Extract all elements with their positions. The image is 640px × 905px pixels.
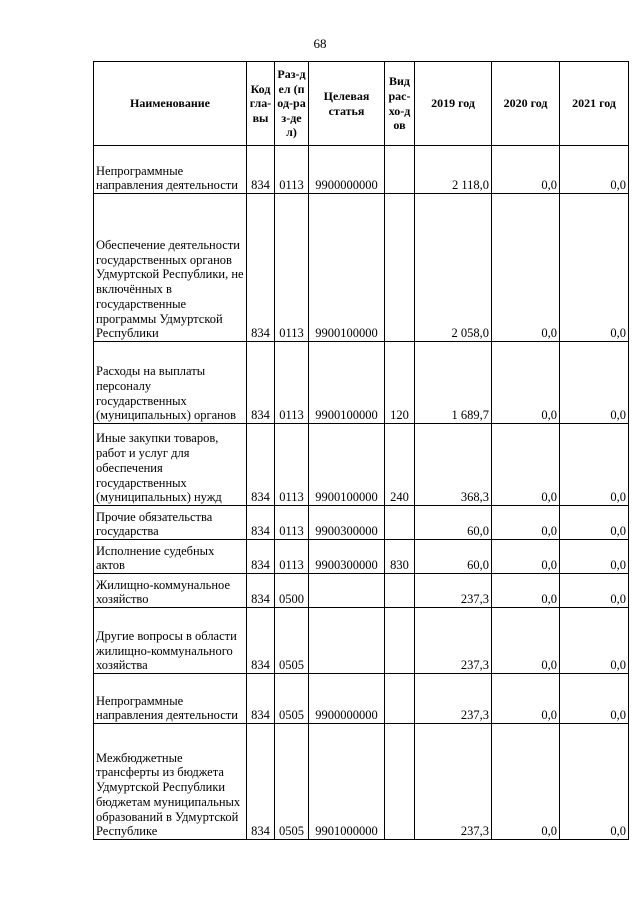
row-chapter: 834	[247, 194, 275, 342]
row-target: 9900100000	[309, 342, 385, 424]
table-row	[94, 574, 629, 608]
row-chapter: 834	[247, 424, 275, 506]
row-2021: 0,0	[560, 146, 629, 194]
table-row	[94, 146, 629, 194]
row-name: Непрограммные направления деятельности	[94, 674, 247, 724]
row-chapter: 834	[247, 674, 275, 724]
table-row	[94, 194, 629, 342]
row-target: 9900300000	[309, 540, 385, 574]
row-2021: 0,0	[560, 424, 629, 506]
row-2021: 0,0	[560, 506, 629, 540]
row-chapter: 834	[247, 540, 275, 574]
row-2020: 0,0	[492, 424, 560, 506]
row-section: 0113	[275, 194, 309, 342]
row-expense	[385, 608, 415, 674]
row-2020: 0,0	[492, 608, 560, 674]
row-2020: 0,0	[492, 574, 560, 608]
row-2019: 368,3	[415, 424, 492, 506]
page-number: 68	[313, 36, 327, 51]
table-row	[94, 674, 629, 724]
row-name: Прочие обязательства государства	[94, 506, 247, 540]
row-2021: 0,0	[560, 608, 629, 674]
row-2021: 0,0	[560, 674, 629, 724]
header-expense-type: Вид рас-хо-дов	[385, 62, 415, 146]
row-chapter: 834	[247, 342, 275, 424]
row-2020: 0,0	[492, 724, 560, 840]
row-2019: 1 689,7	[415, 342, 492, 424]
row-2019: 60,0	[415, 506, 492, 540]
row-expense: 830	[385, 540, 415, 574]
row-name: Обеспечение деятельности государственных органов Удмуртской Республики, не включённых в государственные программы Удмуртской Республики	[94, 194, 247, 342]
row-target: 9900000000	[309, 674, 385, 724]
table-row	[94, 608, 629, 674]
row-chapter: 834	[247, 608, 275, 674]
row-expense	[385, 194, 415, 342]
row-2021: 0,0	[560, 724, 629, 840]
row-2020: 0,0	[492, 342, 560, 424]
header-target-article: Целевая статья	[309, 62, 385, 146]
row-target: 9900000000	[309, 146, 385, 194]
row-section: 0505	[275, 724, 309, 840]
row-section: 0505	[275, 608, 309, 674]
row-2020: 0,0	[492, 674, 560, 724]
row-section: 0113	[275, 506, 309, 540]
table-header-row	[94, 62, 629, 146]
table-row	[94, 540, 629, 574]
row-target	[309, 608, 385, 674]
row-chapter: 834	[247, 146, 275, 194]
row-2019: 60,0	[415, 540, 492, 574]
header-year-2020: 2020 год	[492, 62, 560, 146]
budget-table	[93, 61, 629, 840]
header-name: Наименование	[94, 62, 247, 146]
row-2021: 0,0	[560, 574, 629, 608]
row-target	[309, 574, 385, 608]
row-section: 0500	[275, 574, 309, 608]
row-section: 0113	[275, 342, 309, 424]
row-section: 0505	[275, 674, 309, 724]
row-chapter: 834	[247, 724, 275, 840]
row-section: 0113	[275, 540, 309, 574]
row-2019: 2 118,0	[415, 146, 492, 194]
row-expense	[385, 574, 415, 608]
row-target: 9900300000	[309, 506, 385, 540]
row-2021: 0,0	[560, 540, 629, 574]
row-expense	[385, 674, 415, 724]
header-chapter-code: Код гла-вы	[247, 62, 275, 146]
row-2021: 0,0	[560, 194, 629, 342]
row-name: Жилищно-коммунальное хозяйство	[94, 574, 247, 608]
row-expense: 240	[385, 424, 415, 506]
table-row	[94, 724, 629, 840]
row-2019: 237,3	[415, 608, 492, 674]
row-name: Межбюджетные трансферты из бюджета Удмуртской Республики бюджетам муниципальных образований в Удмуртской Республике	[94, 724, 247, 840]
row-2019: 237,3	[415, 674, 492, 724]
row-name: Другие вопросы в области жилищно-коммунального хозяйства	[94, 608, 247, 674]
row-2019: 2 058,0	[415, 194, 492, 342]
row-section: 0113	[275, 424, 309, 506]
row-2021: 0,0	[560, 342, 629, 424]
row-2019: 237,3	[415, 574, 492, 608]
row-name: Исполнение судебных актов	[94, 540, 247, 574]
row-2019: 237,3	[415, 724, 492, 840]
row-name: Иные закупки товаров, работ и услуг для обеспечения государственных (муниципальных) нужд	[94, 424, 247, 506]
header-year-2021: 2021 год	[560, 62, 629, 146]
table-row	[94, 342, 629, 424]
row-2020: 0,0	[492, 194, 560, 342]
header-section: Раз-дел (под-раз-дел)	[275, 62, 309, 146]
row-2020: 0,0	[492, 506, 560, 540]
row-2020: 0,0	[492, 540, 560, 574]
row-name: Расходы на выплаты персоналу государственных (муниципальных) органов	[94, 342, 247, 424]
row-name: Непрограммные направления деятельности	[94, 146, 247, 194]
row-target: 9900100000	[309, 424, 385, 506]
table-row	[94, 506, 629, 540]
row-target: 9900100000	[309, 194, 385, 342]
table-row	[94, 424, 629, 506]
header-year-2019: 2019 год	[415, 62, 492, 146]
row-section: 0113	[275, 146, 309, 194]
row-chapter: 834	[247, 506, 275, 540]
row-chapter: 834	[247, 574, 275, 608]
row-expense: 120	[385, 342, 415, 424]
row-2020: 0,0	[492, 146, 560, 194]
row-expense	[385, 506, 415, 540]
row-expense	[385, 724, 415, 840]
row-target: 9901000000	[309, 724, 385, 840]
row-expense	[385, 146, 415, 194]
